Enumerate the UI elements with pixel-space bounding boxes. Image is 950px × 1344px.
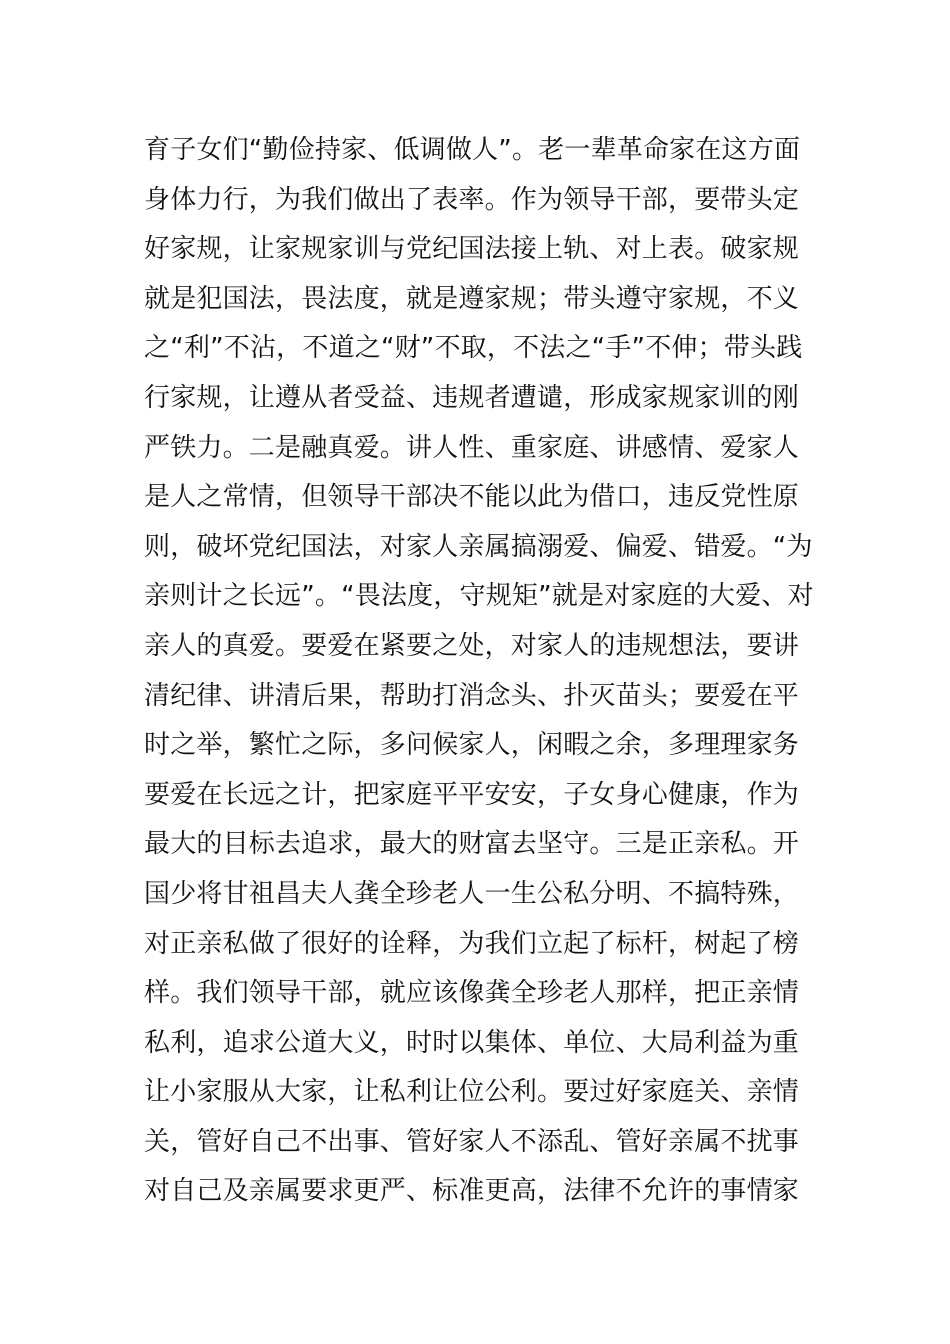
text-line: 让小家服从大家，让私利让位公利。要过好家庭关、亲情 (144, 1077, 800, 1108)
text-line: 样。我们领导干部，就应该像龚全珍老人那样，把正亲情 (144, 978, 800, 1009)
text-line: 亲人的真爱。要爱在紧要之处，对家人的违规想法，要讲 (144, 630, 800, 661)
text-line: 对正亲私做了很好的诠释，为我们立起了标杆，树起了榜 (144, 928, 800, 959)
text-line: 身体力行，为我们做出了表率。作为领导干部，要带头定 (144, 184, 800, 215)
text-line: 是人之常情，但领导干部决不能以此为借口，违反党性原 (144, 482, 800, 513)
text-line: 清纪律、讲清后果，帮助打消念头、扑灭苗头；要爱在平 (144, 680, 800, 711)
text-line: 好家规，让家规家训与党纪国法接上轨、对上表。破家规 (144, 234, 800, 265)
body-text (144, 126, 824, 1217)
text-line: 最大的目标去追求，最大的财富去坚守。三是正亲私。开 (144, 829, 800, 860)
text-line: 之“利”不沾，不道之“财”不取，不法之“手”不伸；带头践 (144, 333, 803, 364)
text-line: 对自己及亲属要求更严、标准更高，法律不允许的事情家 (144, 1176, 800, 1207)
text-line: 则，破坏党纪国法，对家人亲属搞溺爱、偏爱、错爱。“为 (144, 531, 813, 562)
text-line: 育子女们“勤俭持家、低调做人”。老一辈革命家在这方面 (144, 135, 801, 165)
text-line: 关，管好自己不出事、管好家人不添乱、管好亲属不扰事 (144, 1126, 800, 1157)
text-line: 就是犯国法，畏法度，就是遵家规；带头遵守家规，不义 (144, 283, 800, 314)
text-line: 国少将甘祖昌夫人龚全珍老人一生公私分明、不搞特殊， (144, 878, 800, 909)
text-line: 时之举，繁忙之际，多问候家人，闲暇之余，多理理家务 (144, 730, 800, 761)
text-line: 亲则计之长远”。“畏法度，守规矩”就是对家庭的大爱、对 (144, 581, 814, 612)
text-line: 严铁力。二是融真爱。讲人性、重家庭、讲感情、爱家人 (144, 432, 800, 463)
text-line: 行家规，让遵从者受益、违规者遭谴，形成家规家训的刚 (144, 382, 800, 413)
text-line: 私利，追求公道大义，时时以集体、单位、大局利益为重 (144, 1027, 800, 1058)
text-line: 要爱在长远之计，把家庭平平安安，子女身心健康，作为 (144, 779, 800, 810)
